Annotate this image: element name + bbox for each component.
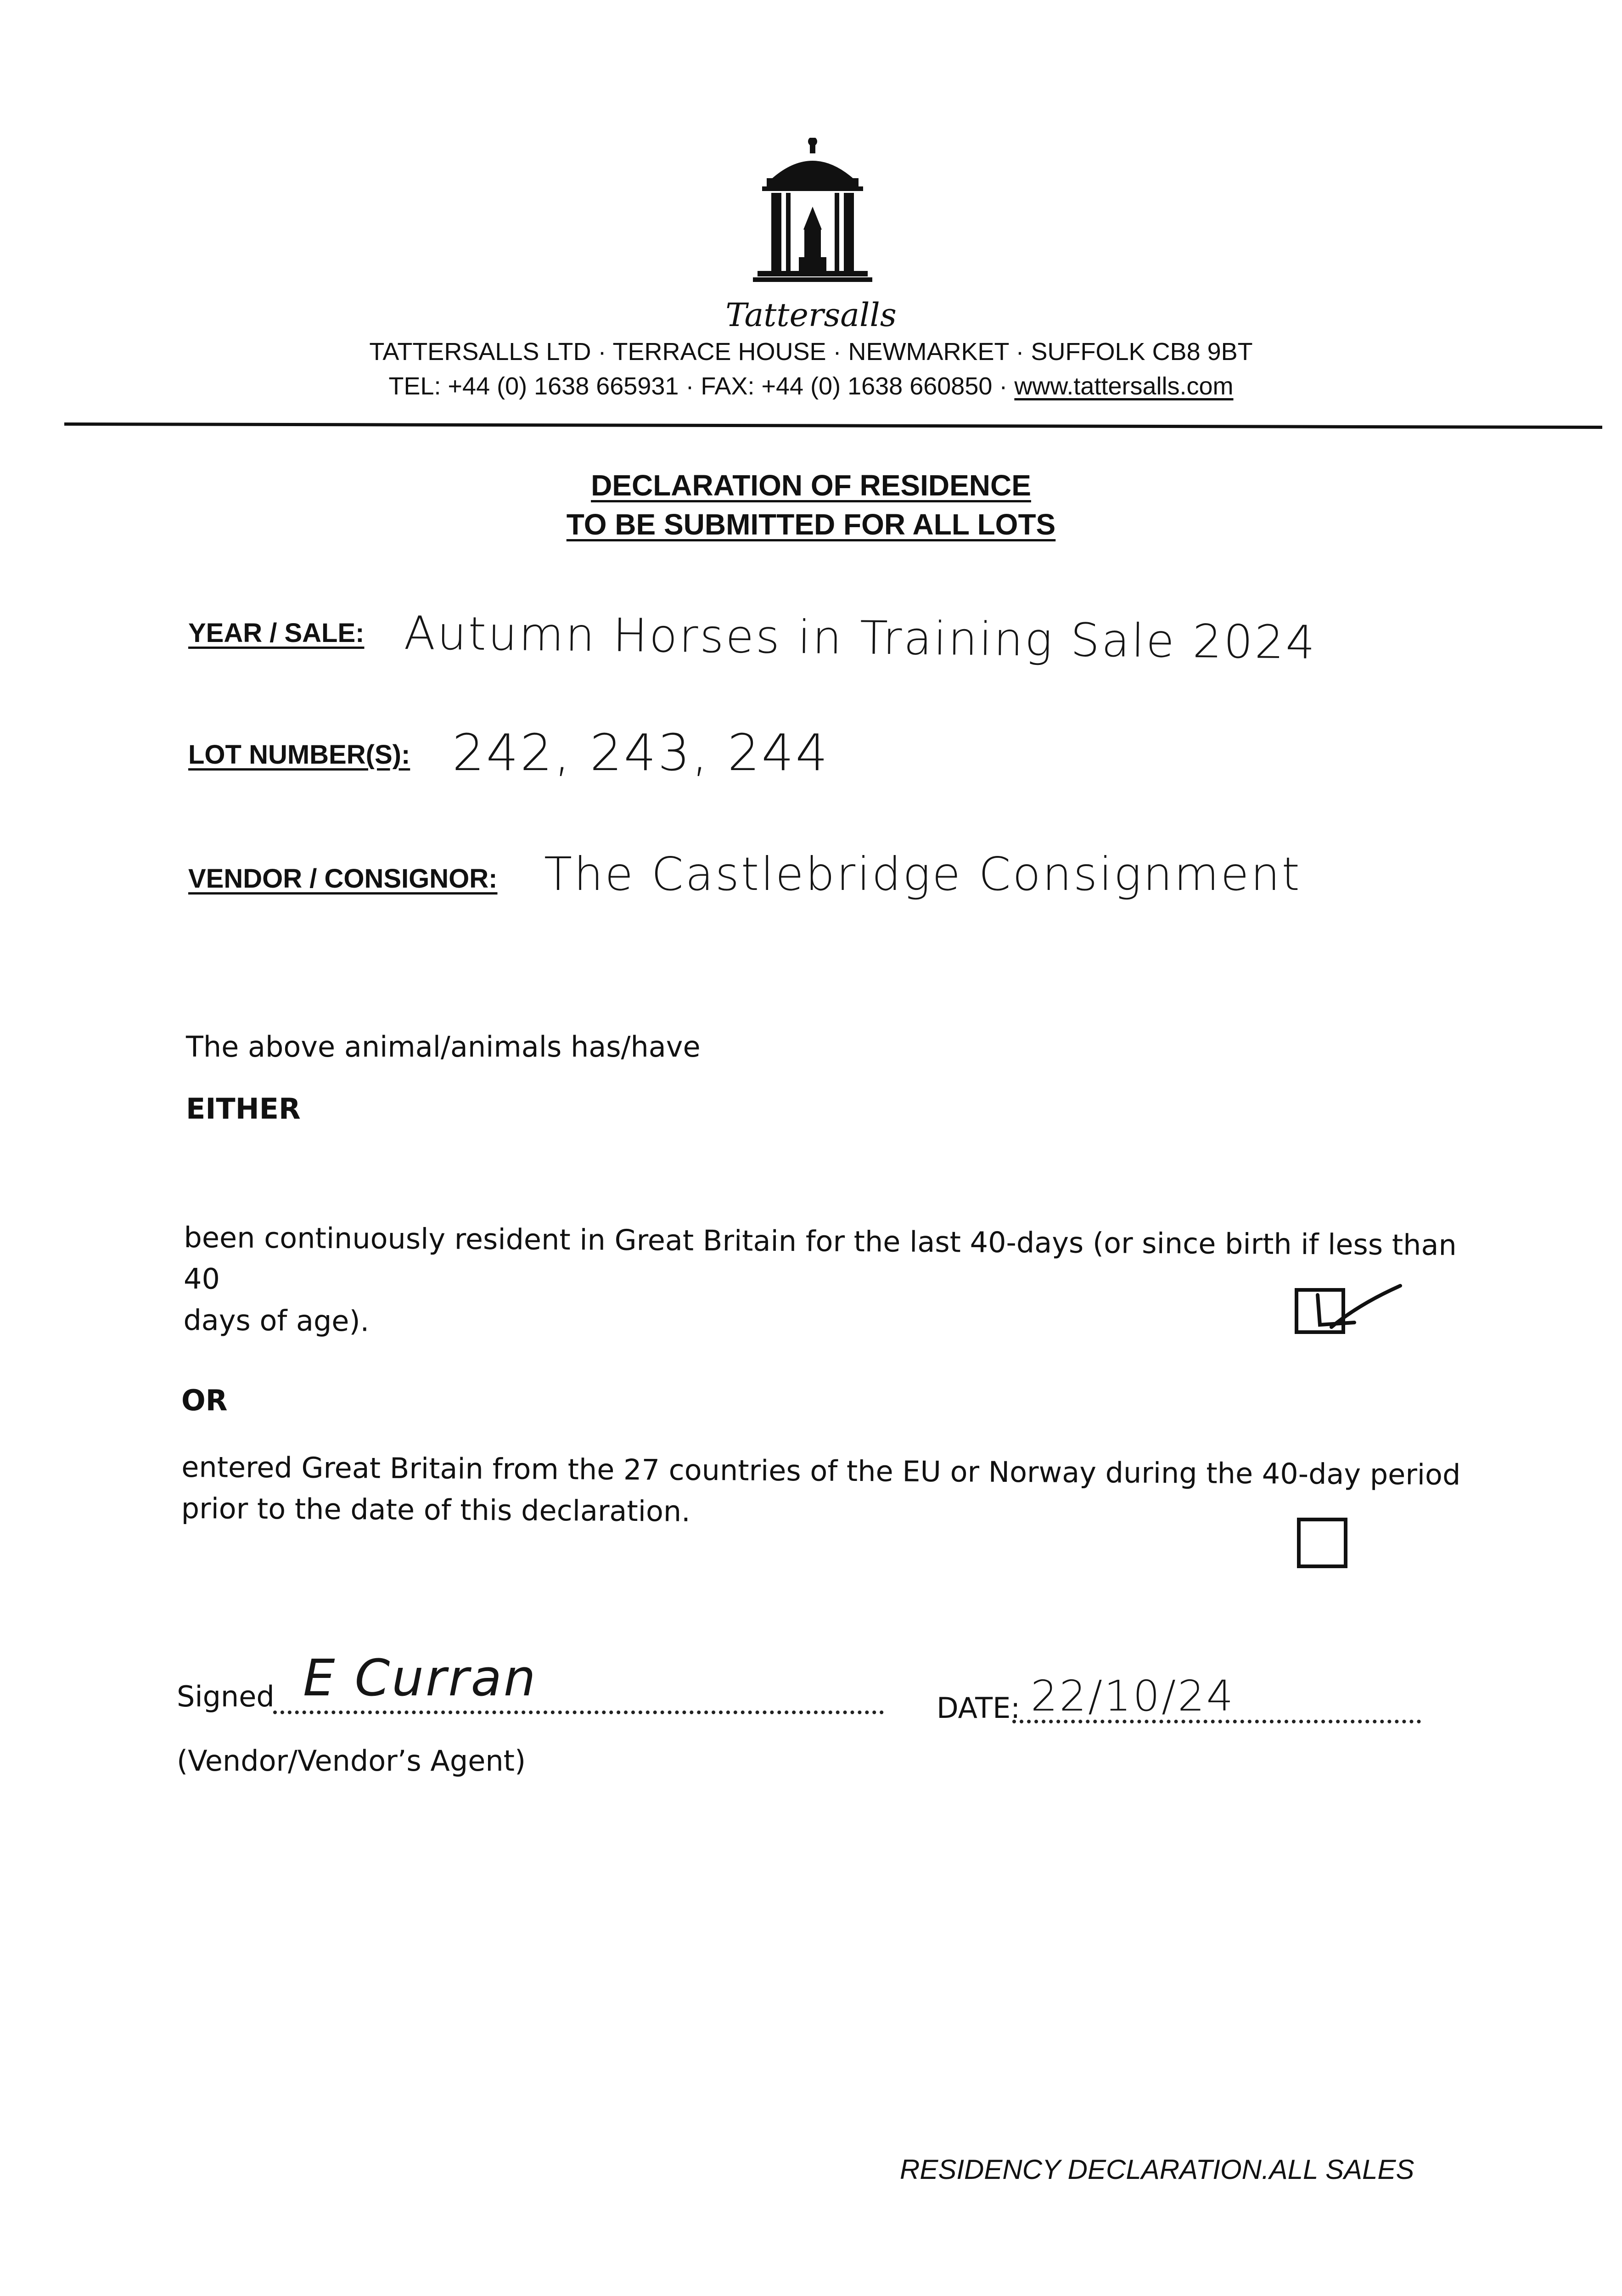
option1-line2: days of age). <box>183 1303 370 1338</box>
company-contact <box>0 372 1622 400</box>
header-divider <box>64 422 1602 429</box>
website-link[interactable]: www.tattersalls.com <box>1014 372 1234 400</box>
option1-tick-mark <box>1304 1277 1405 1341</box>
vendor-label: VENDOR / CONSIGNOR: <box>188 864 498 894</box>
date-label: DATE: <box>937 1691 1021 1725</box>
document-title-line2: TO BE SUBMITTED FOR ALL LOTS <box>566 508 1056 541</box>
option2-line2: prior to the date of this declaration. <box>181 1491 691 1528</box>
document-title-line1: DECLARATION OF RESIDENCE <box>591 469 1031 502</box>
signatory-role: (Vendor/Vendor’s Agent) <box>177 1744 526 1778</box>
contact-numbers: TEL: +44 (0) 1638 665931 · FAX: +44 (0) 1638 660850 · <box>388 372 1015 400</box>
lot-numbers-value[interactable]: 242, 243, 244 <box>452 723 830 782</box>
date-value[interactable]: 22/10/24 <box>1031 1671 1235 1721</box>
option1-text <box>183 1217 1470 1349</box>
signed-label: Signed <box>177 1680 275 1713</box>
logo-wordmark: Tattersalls <box>725 296 897 334</box>
tattersalls-logo <box>753 138 872 294</box>
option2-line1: entered Great Britain from the 27 countries of the EU or Norway during the 40-day period <box>181 1450 1461 1492</box>
lot-numbers-label: LOT NUMBER(S): <box>188 740 410 770</box>
signature-line <box>273 1711 884 1714</box>
signature-handwriting[interactable]: E Curran <box>303 1649 538 1707</box>
year-sale-value[interactable]: Autumn Horses in Training Sale 2024 <box>404 606 1317 670</box>
either-heading: EITHER <box>186 1092 301 1125</box>
option2-text <box>181 1446 1467 1537</box>
option1-line1: been continuously resident in Great Britain for the last 40-days (or since birth if less than 40 <box>183 1221 1457 1296</box>
option2-checkbox[interactable] <box>1297 1518 1347 1568</box>
declaration-intro: The above animal/animals has/have <box>186 1030 701 1064</box>
vendor-value[interactable]: The Castlebridge Consignment <box>544 847 1302 901</box>
company-address: TATTERSALLS LTD · TERRACE HOUSE · NEWMARKET · SUFFOLK CB8 9BT <box>369 338 1253 366</box>
year-sale-label: YEAR / SALE: <box>188 618 365 648</box>
form-code-footer: RESIDENCY DECLARATION.ALL SALES <box>900 2154 1414 2185</box>
or-heading: OR <box>181 1384 228 1417</box>
